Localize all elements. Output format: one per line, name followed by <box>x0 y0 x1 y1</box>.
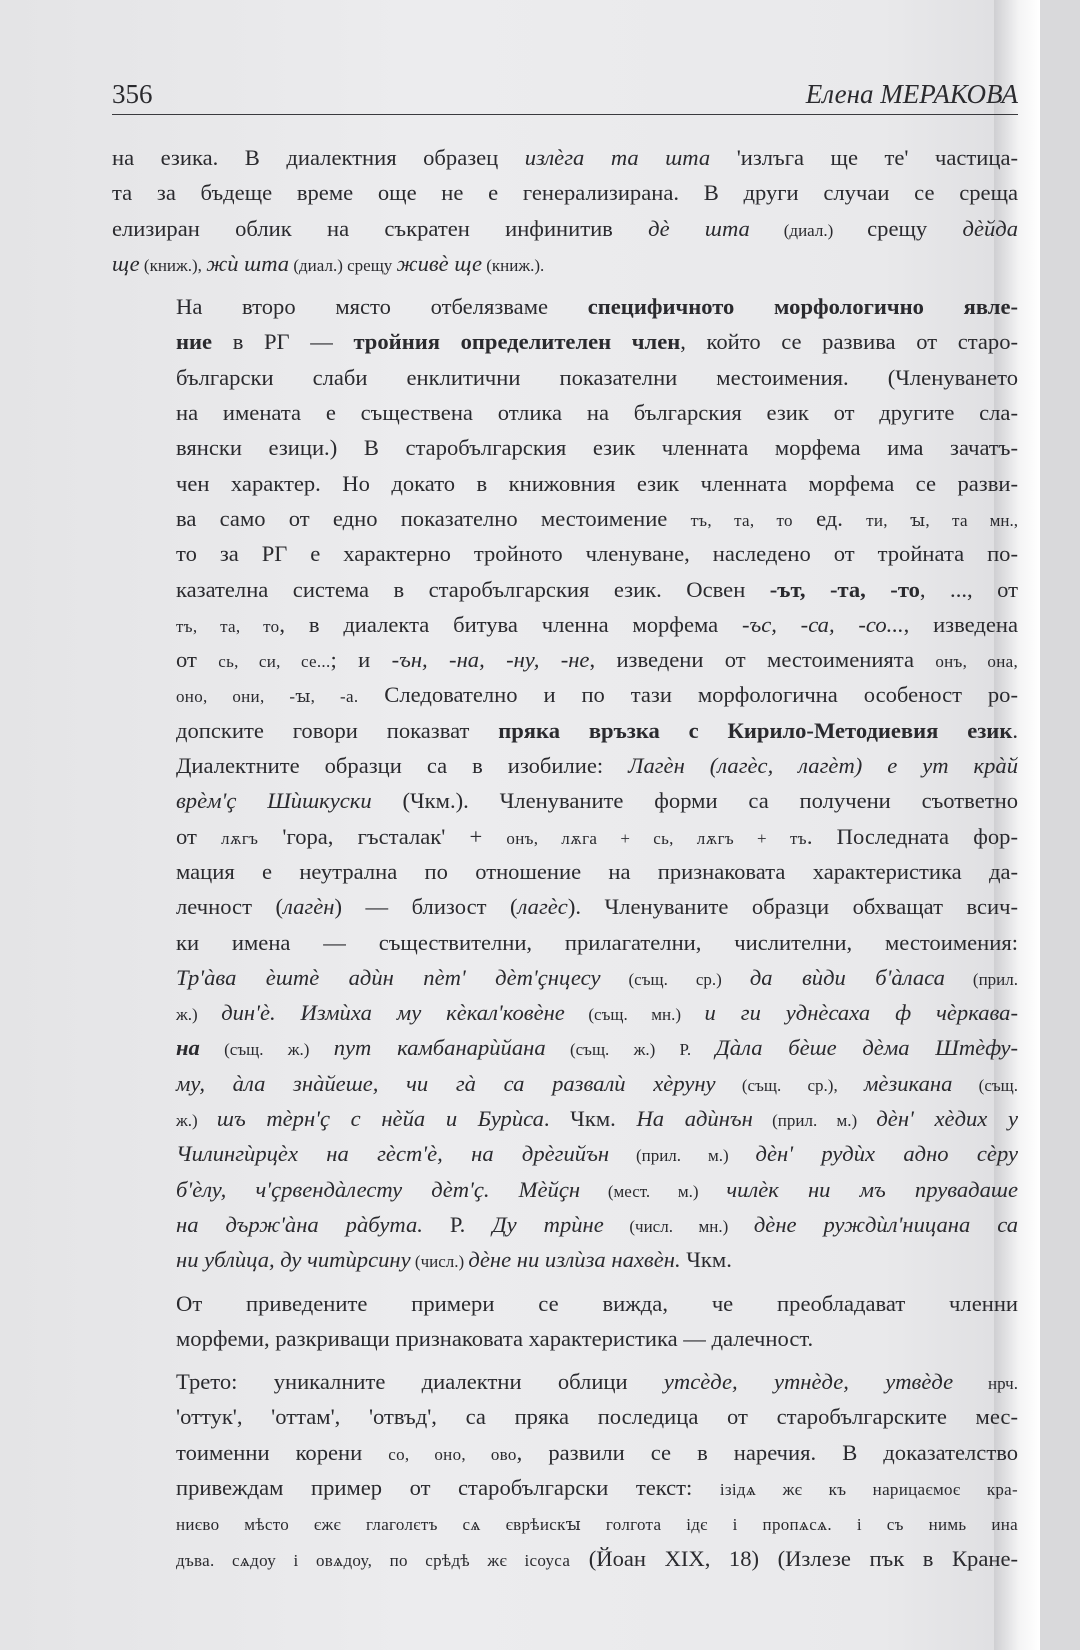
running-head-author: Елена МЕРАКОВА <box>805 79 1018 109</box>
text-line: елизиран облик на съкратен инфинитив дѐ шта (диал.) срещу дѐйда <box>112 215 1018 241</box>
text-line: Трето: уникалните диалектни облици утсѐде, утнѐде, утвѐде нрч. <box>176 1369 1018 1395</box>
text-line: на държ'àна рàбута. Р. Ду трѝне (числ. мн.) дѐне руждѝл'ницана са <box>176 1211 1019 1237</box>
text-line: тоименни корени со, оно, ово, развили се в наречия. В доказателство <box>176 1439 1019 1465</box>
text-line: дъва. сѧдоу і овѧдоу, по срѣдѣ жє ісоуса (Йоан XIX, 18) (Излезе пък в Кране- <box>176 1545 1018 1571</box>
text-line: български слаби енклитични показателни местоимения. (Членуването <box>176 364 1018 390</box>
text-line: ни ублѝца, ду читѝрсину (числ.) дѐне ни излѝза нахвѐн. Чкм. <box>176 1247 732 1273</box>
text-line: ж.) дин'ѐ. Измѝха му кѐкал'ковѐне (същ. мн.) и ги уднѐсаха ф чѐркава- <box>176 1000 1018 1026</box>
text-line: вянски езици.) В старобългарския език членната морфема има зачатъ- <box>176 435 1018 461</box>
text-line: 'оттук', 'оттам', 'отвъд', са пряка последица от старобългарските мес- <box>176 1404 1018 1430</box>
text-line: от лѫгъ 'гора, гъсталак' + онъ, лѫга + сь, лѫгъ + тъ. Последната фор- <box>176 823 1018 849</box>
text-line: оно, они, -ꙑ, -а. Следователно и по тази морфологична особеност ро- <box>176 682 1018 708</box>
text-line: та за бъдеще време още не е генерализирана. В други случаи се среща <box>112 180 1018 206</box>
text-line: му, àла знàйеше, чи гà са развалѝ хѐруну (същ. ср.), мѐзикана (същ. <box>176 1070 1018 1096</box>
text-line: врѐм'ҫ Шѝшкуски (Чкм.). Членуваните форми са получени съответно <box>176 788 1019 814</box>
text-line: Тр'àва ѐштѐ адѝн пѐт' дѐт'ҫнцесу (същ. ср.) да вѝди б'àласа (прил. <box>176 964 1018 990</box>
text-line: лечност (лагѐн) — близост (лагѐс). Членуваните образци обхващат всич- <box>176 894 1018 920</box>
text-line: на имената е съществена отлика на българския език от другите сла- <box>176 400 1018 426</box>
text-line: казателна система в старобългарския език. Освен -ът, -та, -то, ..., от <box>176 576 1018 602</box>
paragraph-2 <box>112 289 1018 1277</box>
text-line: тъ, та, то, в диалекта битува членна морфема -ъс, -са, -со..., изведена <box>176 611 1018 637</box>
page-header <box>112 78 1018 115</box>
text-line: то за РГ е характерно тройното членуване, наследено от тройната по- <box>176 541 1018 567</box>
text-line: ки имена — съществителни, прилагателни, числителни, местоимения: <box>176 929 1018 955</box>
text-line: мация е неутрална по отношение на признаковата характеристика да- <box>176 858 1018 884</box>
body-text <box>112 140 1018 1576</box>
text-line: ще (книж.), жѝ шта (диал.) срещу живѐ ще (книж.). <box>112 250 545 276</box>
paragraph-3 <box>112 1286 1018 1357</box>
paragraph-1 <box>112 140 1018 281</box>
text-line: ж.) шъ тѐрн'ҫ с нѐйа и Бурѝса. Чкм. На адѝнън (прил. м.) дѐн' хѐдих у <box>176 1106 1018 1132</box>
text-line: От приведените примери се вижда, че преобладават членни <box>176 1290 1018 1316</box>
page-number: 356 <box>112 79 153 109</box>
text-line: допските говори показват пряка връзка с Кирило-Методиевия език. <box>176 717 1018 743</box>
text-line: ниєво мѣсто єжє глаголєтъ сѧ єврѣискꙑ голгота ідє і пропѧсѧ. і съ нимь ина <box>176 1515 1018 1535</box>
text-line: На второ място отбелязваме специфичното морфологично явле- <box>176 294 1019 320</box>
text-line: б'ѐлу, ч'ҫрвендàлесту дѐт'ҫ. Мѐйҫн (мест. м.) чилѐк ни мъ прувадаше <box>176 1176 1018 1202</box>
text-line: ние в РГ — тройния определителен член, който се развива от старо- <box>176 329 1019 355</box>
paragraph-4 <box>112 1364 1018 1576</box>
text-line: привеждам пример от старобългарски текст: ізідѧ жє къ нарицаємоє кра- <box>176 1474 1018 1500</box>
text-line: на езика. В диалектния образец излѐга та шта 'излъга ще те' частица- <box>112 145 1018 170</box>
text-line: чен характер. Но докато в книжовния език членната морфема се разви- <box>176 470 1018 496</box>
text-line: на (същ. ж.) пут камбанарѝйана (същ. ж.) Р. Дàла бѐше дѐма Штѐфу- <box>176 1035 1018 1061</box>
text-line: Диалектните образци са в изобилие: Лагѐн (лагѐс, лагѐт) е ут крàй <box>176 753 1018 779</box>
text-line: ва само от едно показателно местоимение тъ, та, то ед. ти, ꙑ, та мн., <box>176 505 1019 531</box>
text-line: от сь, си, се...; и -ън, -на, -ну, -не, изведени от местоименията онъ, она, <box>176 647 1019 673</box>
text-line: Чилингѝрцѐх на гѐст'ѐ, на дрѐгийън (прил. м.) дѐн' рудѝх адно сѐру <box>176 1141 1018 1167</box>
text-line: морфеми, разкриващи признаковата характеристика — далечност. <box>176 1325 814 1351</box>
